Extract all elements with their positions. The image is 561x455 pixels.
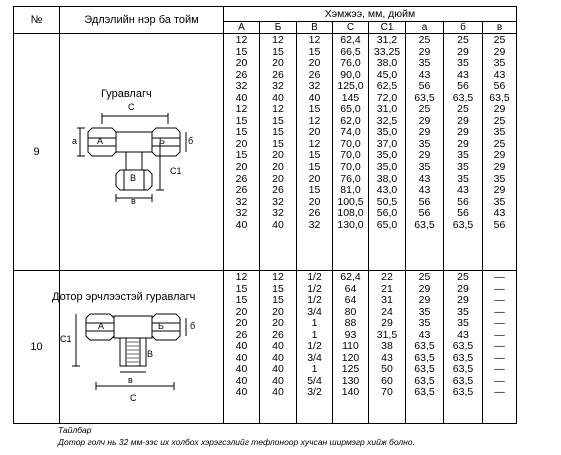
table-cell: 29 bbox=[493, 161, 506, 174]
table-cell: 12 bbox=[235, 103, 248, 116]
table-cell: 29 bbox=[418, 45, 431, 58]
col-header-V: В bbox=[297, 22, 333, 34]
table-cell: 40 bbox=[272, 91, 284, 104]
table-cell: 29 bbox=[457, 294, 469, 307]
values-a bbox=[406, 271, 444, 424]
table-cell: — bbox=[494, 294, 505, 307]
row-number: 9 bbox=[14, 34, 60, 271]
table-cell: 56,0 bbox=[376, 207, 398, 220]
table-cell: 21 bbox=[381, 282, 393, 295]
table-cell: 35 bbox=[418, 137, 431, 150]
col-header-C: С bbox=[333, 22, 369, 34]
label-B: Б bbox=[158, 321, 164, 331]
table-cell: 40 bbox=[235, 340, 248, 353]
table-cell: 1 bbox=[311, 363, 318, 376]
table-cell: 25 bbox=[418, 34, 431, 46]
values-v bbox=[483, 34, 517, 271]
item-name: Дотор эрчлээстэй гуравлагч bbox=[52, 291, 196, 303]
table-cell: 60 bbox=[381, 374, 393, 387]
table-cell: 29 bbox=[457, 45, 469, 58]
note-text: Дотор голч нь 32 мм-ээс их холбох хэрэгсэлийг тефлоноор хучсан ширмэгр хийж болно. bbox=[58, 437, 415, 447]
col-header-b: б bbox=[444, 22, 483, 34]
values-C1 bbox=[369, 271, 406, 424]
table-cell: 3/2 bbox=[307, 386, 322, 399]
values-C bbox=[333, 34, 369, 271]
table-cell: 12 bbox=[308, 114, 321, 127]
table-cell: 15 bbox=[235, 126, 248, 139]
table-cell: 125,0 bbox=[337, 80, 364, 93]
label-C1: С1 bbox=[170, 166, 182, 176]
table-cell: 35,0 bbox=[376, 161, 398, 174]
table-cell: 5/4 bbox=[307, 374, 322, 387]
table-cell: 33,25 bbox=[373, 45, 401, 58]
table-cell: 32 bbox=[235, 80, 248, 93]
table-cell: 35 bbox=[493, 126, 506, 139]
table-cell: 74,0 bbox=[340, 126, 361, 139]
table-cell: 12 bbox=[308, 34, 321, 46]
table-cell: 65,0 bbox=[340, 103, 361, 116]
table-cell: 56 bbox=[457, 80, 469, 93]
table-cell: 20 bbox=[272, 172, 284, 185]
table-cell: 31,2 bbox=[376, 34, 398, 46]
table-cell: 24 bbox=[381, 305, 393, 318]
table-cell: — bbox=[494, 305, 505, 318]
label-A: А bbox=[97, 136, 104, 146]
table-cell: 1 bbox=[311, 328, 318, 341]
table-cell: 43,0 bbox=[376, 184, 398, 197]
table-cell: 63,5 bbox=[414, 363, 435, 376]
table-cell: 15 bbox=[272, 282, 284, 295]
table-cell: 26 bbox=[308, 68, 321, 81]
table-cell: 70,0 bbox=[340, 161, 361, 174]
table-cell: 35 bbox=[418, 161, 431, 174]
table-cell: 26 bbox=[235, 172, 248, 185]
table-cell: — bbox=[494, 271, 505, 283]
table-cell: 40 bbox=[272, 218, 284, 231]
table-cell: 43 bbox=[418, 184, 431, 197]
table-cell: 63,5 bbox=[414, 340, 435, 353]
col-header-C1: С1 bbox=[369, 22, 406, 34]
table-cell: 56 bbox=[493, 218, 506, 231]
values-B bbox=[260, 271, 297, 424]
table-cell: 15 bbox=[272, 126, 284, 139]
table-cell: 43 bbox=[493, 68, 506, 81]
table-cell: 12 bbox=[235, 34, 248, 46]
table-cell: 29 bbox=[418, 282, 431, 295]
table-cell: 63,5 bbox=[452, 218, 474, 231]
table-cell: 20 bbox=[272, 161, 284, 174]
table-cell: 63,5 bbox=[452, 374, 474, 387]
table-cell: 65,0 bbox=[376, 218, 398, 231]
table-cell: — bbox=[494, 386, 505, 399]
table-cell: 43 bbox=[457, 328, 469, 341]
table-cell: 62,4 bbox=[340, 271, 361, 283]
table-cell: 15 bbox=[235, 282, 248, 295]
table-cell: 63,5 bbox=[452, 351, 474, 364]
table-cell: 15 bbox=[272, 137, 284, 150]
table-cell: 29 bbox=[418, 149, 431, 162]
table-cell: — bbox=[494, 351, 505, 364]
table-cell: 80 bbox=[344, 305, 357, 318]
table-cell: 15 bbox=[235, 45, 248, 58]
label-V: В bbox=[130, 173, 137, 183]
table-cell: 29 bbox=[457, 126, 469, 139]
table-cell: — bbox=[494, 317, 505, 330]
table-cell: 25 bbox=[457, 271, 469, 283]
table-cell: 110 bbox=[342, 340, 359, 353]
table-cell: 72,0 bbox=[376, 91, 398, 104]
table-cell: 20 bbox=[272, 57, 284, 70]
table-cell: 12 bbox=[308, 137, 321, 150]
table-cell: 35 bbox=[493, 195, 506, 208]
values-v bbox=[483, 271, 517, 424]
table-cell: 120 bbox=[341, 351, 360, 364]
table-cell: 140 bbox=[341, 386, 360, 399]
table-cell: 40 bbox=[272, 351, 284, 364]
table-cell: 40 bbox=[272, 386, 284, 399]
table-cell: 43 bbox=[493, 207, 506, 220]
table-cell: 26 bbox=[272, 184, 284, 197]
table-cell: 81,0 bbox=[340, 184, 361, 197]
table-cell: 15 bbox=[272, 45, 284, 58]
table-cell: 40 bbox=[235, 218, 248, 231]
table-cell: 40 bbox=[272, 363, 284, 376]
table-cell: 32 bbox=[308, 218, 321, 231]
label-a: а bbox=[72, 136, 78, 146]
table-cell: 15 bbox=[308, 161, 321, 174]
table-cell: 63,5 bbox=[452, 91, 474, 104]
table-cell: 1/2 bbox=[307, 282, 322, 295]
table-cell: 35 bbox=[457, 172, 469, 185]
table-cell: 76,0 bbox=[340, 57, 361, 70]
values-B bbox=[260, 34, 297, 271]
table-cell: — bbox=[494, 374, 505, 387]
table-cell: 63,5 bbox=[452, 386, 474, 399]
table-cell: 40 bbox=[235, 351, 248, 364]
table-cell: 63,5 bbox=[414, 91, 435, 104]
table-cell: 29 bbox=[457, 114, 469, 127]
table-cell: 20 bbox=[235, 57, 248, 70]
table-cell: 29 bbox=[381, 317, 393, 330]
table-cell: 76,0 bbox=[340, 172, 361, 185]
table-cell: 32 bbox=[272, 195, 284, 208]
table-cell: 43 bbox=[418, 172, 431, 185]
table-cell: 64 bbox=[344, 294, 357, 307]
table-cell: 56 bbox=[418, 195, 431, 208]
table-cell: 12 bbox=[272, 34, 284, 46]
label-V: В bbox=[147, 349, 154, 359]
tee-fitting-drawing bbox=[60, 108, 210, 208]
table-cell: 29 bbox=[457, 282, 469, 295]
table-cell: 20 bbox=[235, 161, 248, 174]
table-cell: 63,5 bbox=[452, 363, 474, 376]
header-dimensions: Хэмжээ, мм, дюйм bbox=[224, 7, 517, 22]
table-cell: 63,5 bbox=[489, 91, 510, 104]
table-cell: 63,5 bbox=[414, 374, 435, 387]
table-cell: 56 bbox=[457, 195, 469, 208]
values-C1 bbox=[369, 34, 406, 271]
table-cell: 62,5 bbox=[376, 80, 398, 93]
table-cell: 43 bbox=[418, 68, 431, 81]
table-cell: 26 bbox=[235, 328, 248, 341]
table-cell: 20 bbox=[308, 172, 321, 185]
col-header-a: а bbox=[406, 22, 444, 34]
table-cell: 40 bbox=[235, 386, 248, 399]
values-V bbox=[297, 34, 333, 271]
note-title: Тайлбар bbox=[58, 425, 92, 435]
values-a bbox=[406, 34, 444, 271]
table-cell: 20 bbox=[235, 317, 248, 330]
table-cell: 15 bbox=[308, 149, 321, 162]
table-cell: 32 bbox=[235, 207, 248, 220]
table-cell: 38,0 bbox=[376, 172, 398, 185]
table-cell: 66,5 bbox=[340, 45, 361, 58]
col-header-v: в bbox=[483, 22, 517, 34]
table-cell: 35 bbox=[457, 317, 469, 330]
table-cell: 35 bbox=[457, 305, 469, 318]
table-cell: 3/4 bbox=[307, 351, 322, 364]
table-cell: 12 bbox=[272, 271, 284, 283]
table-cell: 56 bbox=[457, 207, 469, 220]
table-cell: 31 bbox=[381, 294, 393, 307]
values-C bbox=[333, 271, 369, 424]
table-cell: 29 bbox=[493, 184, 506, 197]
table-cell: 88 bbox=[344, 317, 357, 330]
table-cell: 38,0 bbox=[376, 57, 398, 70]
table-cell: 15 bbox=[272, 294, 284, 307]
table-cell: 40 bbox=[235, 91, 248, 104]
table-cell: 1 bbox=[311, 317, 318, 330]
table-cell: 43 bbox=[418, 328, 431, 341]
label-C: С bbox=[130, 393, 137, 403]
table-cell: 29 bbox=[418, 294, 431, 307]
table-cell: 70,0 bbox=[340, 149, 361, 162]
table-cell: 26 bbox=[272, 68, 284, 81]
table-cell: 3/4 bbox=[307, 305, 322, 318]
item-name: Гуравлагч bbox=[101, 88, 152, 100]
table-cell: 63,5 bbox=[452, 340, 474, 353]
col-header-A: А bbox=[224, 22, 260, 34]
table-cell: — bbox=[494, 340, 505, 353]
table-cell: 56 bbox=[418, 80, 431, 93]
values-V bbox=[297, 271, 333, 424]
table-cell: 70,0 bbox=[340, 137, 361, 150]
table-cell: 15 bbox=[235, 114, 248, 127]
table-cell: 29 bbox=[493, 149, 506, 162]
label-B: Б bbox=[159, 136, 165, 146]
table-cell: 93 bbox=[344, 328, 357, 341]
table-cell: 25 bbox=[457, 34, 469, 46]
table-cell: 25 bbox=[418, 271, 431, 283]
table-cell: 40 bbox=[235, 363, 248, 376]
table-cell: 15 bbox=[272, 114, 284, 127]
table-cell: 50,5 bbox=[376, 195, 398, 208]
values-b bbox=[444, 271, 483, 424]
table-cell: 40 bbox=[308, 91, 321, 104]
table-cell: 64 bbox=[344, 282, 357, 295]
table-cell: 20 bbox=[272, 149, 284, 162]
table-cell: 35 bbox=[457, 57, 469, 70]
table-cell: 12 bbox=[235, 271, 248, 283]
table-cell: 20 bbox=[308, 195, 321, 208]
table-cell: 125 bbox=[341, 363, 360, 376]
values-A bbox=[224, 271, 260, 424]
table-cell: 63,5 bbox=[414, 351, 435, 364]
table-cell: 35 bbox=[493, 172, 506, 185]
table-cell: 56 bbox=[493, 80, 506, 93]
table-cell: 35 bbox=[418, 317, 431, 330]
table-cell: 32 bbox=[272, 207, 284, 220]
table-cell: 35 bbox=[418, 57, 431, 70]
table-cell: 35 bbox=[457, 149, 469, 162]
table-cell: 50 bbox=[381, 363, 393, 376]
table-cell: 26 bbox=[235, 68, 248, 81]
table-cell: 32,5 bbox=[376, 114, 398, 127]
table-cell: 29 bbox=[418, 126, 431, 139]
table-cell: 40 bbox=[272, 374, 284, 387]
table-cell: 31,0 bbox=[376, 103, 398, 116]
label-v: в bbox=[131, 196, 136, 206]
table-cell: 29 bbox=[493, 45, 506, 58]
label-C1: С1 bbox=[60, 334, 72, 344]
label-C: С bbox=[128, 102, 135, 112]
label-A: А bbox=[98, 321, 105, 331]
table-cell: 145 bbox=[341, 91, 360, 104]
row-number: 10 bbox=[14, 271, 60, 424]
table-cell: 29 bbox=[457, 137, 469, 150]
table-cell: 70 bbox=[381, 386, 393, 399]
table-cell: 25 bbox=[493, 137, 506, 150]
table-cell: 25 bbox=[493, 34, 506, 46]
table-cell: — bbox=[494, 363, 505, 376]
table-cell: 26 bbox=[308, 207, 321, 220]
table-cell: — bbox=[494, 282, 505, 295]
table-cell: 1/2 bbox=[307, 271, 322, 283]
table-cell: 35 bbox=[418, 305, 431, 318]
table-cell: 20 bbox=[272, 305, 284, 318]
table-cell: 20 bbox=[308, 126, 321, 139]
table-cell: 15 bbox=[235, 149, 248, 162]
table-cell: 1/2 bbox=[307, 340, 322, 353]
table-cell: 43 bbox=[457, 184, 469, 197]
table-cell: 56 bbox=[418, 207, 431, 220]
table-cell: 32 bbox=[308, 80, 321, 93]
table-cell: 25 bbox=[457, 103, 469, 116]
table-cell: 43 bbox=[381, 351, 393, 364]
table-cell: 130,0 bbox=[337, 218, 364, 231]
table-cell: 20 bbox=[235, 305, 248, 318]
table-cell: 90,0 bbox=[340, 68, 361, 81]
table-cell: 45,0 bbox=[376, 68, 398, 81]
table-cell: 63,5 bbox=[414, 386, 435, 399]
table-cell: 62,4 bbox=[340, 34, 361, 46]
values-b bbox=[444, 34, 483, 271]
table-cell: 35,0 bbox=[376, 126, 398, 139]
table-cell: 35 bbox=[493, 57, 506, 70]
table-cell: 20 bbox=[308, 57, 321, 70]
table-cell: 31,5 bbox=[376, 328, 398, 341]
table-cell: 22 bbox=[381, 271, 393, 283]
table-cell: 32 bbox=[272, 80, 284, 93]
header-number: № bbox=[14, 7, 60, 34]
table-cell: 130 bbox=[341, 374, 360, 387]
table-cell: 40 bbox=[235, 374, 248, 387]
table-cell: 20 bbox=[272, 317, 284, 330]
col-header-B: Б bbox=[260, 22, 297, 34]
label-b: б bbox=[188, 136, 194, 146]
table-cell: 20 bbox=[235, 137, 248, 150]
table-cell: 25 bbox=[493, 114, 506, 127]
table-cell: 15 bbox=[308, 45, 321, 58]
table-cell: 26 bbox=[272, 328, 284, 341]
table-cell: 29 bbox=[493, 103, 506, 116]
table-cell: 15 bbox=[235, 294, 248, 307]
table-cell: 108,0 bbox=[337, 207, 364, 220]
table-cell: 32 bbox=[235, 195, 248, 208]
table-cell: 29 bbox=[418, 114, 431, 127]
table-cell: 63,5 bbox=[414, 218, 435, 231]
table-cell: 12 bbox=[272, 103, 284, 116]
table-cell: 37,0 bbox=[376, 137, 398, 150]
table-cell: 40 bbox=[272, 340, 284, 353]
values-A bbox=[224, 34, 260, 271]
label-v: в bbox=[128, 375, 133, 385]
table-cell: 38 bbox=[381, 340, 393, 353]
table-cell: 25 bbox=[418, 103, 431, 116]
table-cell: 35,0 bbox=[376, 149, 398, 162]
table-cell: 35 bbox=[457, 161, 469, 174]
table-cell: 100,5 bbox=[337, 195, 364, 208]
table-cell: 26 bbox=[235, 184, 248, 197]
label-b: б bbox=[190, 321, 196, 331]
tee-internal-thread-drawing bbox=[66, 306, 206, 406]
table-cell: 15 bbox=[308, 184, 321, 197]
table-cell: 15 bbox=[308, 103, 321, 116]
table-cell: — bbox=[494, 328, 505, 341]
table-cell: 43 bbox=[457, 68, 469, 81]
table-cell: 62,0 bbox=[340, 114, 361, 127]
table-cell: 1/2 bbox=[307, 294, 322, 307]
header-name: Эдлэлийн нэр ба тойм bbox=[60, 7, 224, 34]
